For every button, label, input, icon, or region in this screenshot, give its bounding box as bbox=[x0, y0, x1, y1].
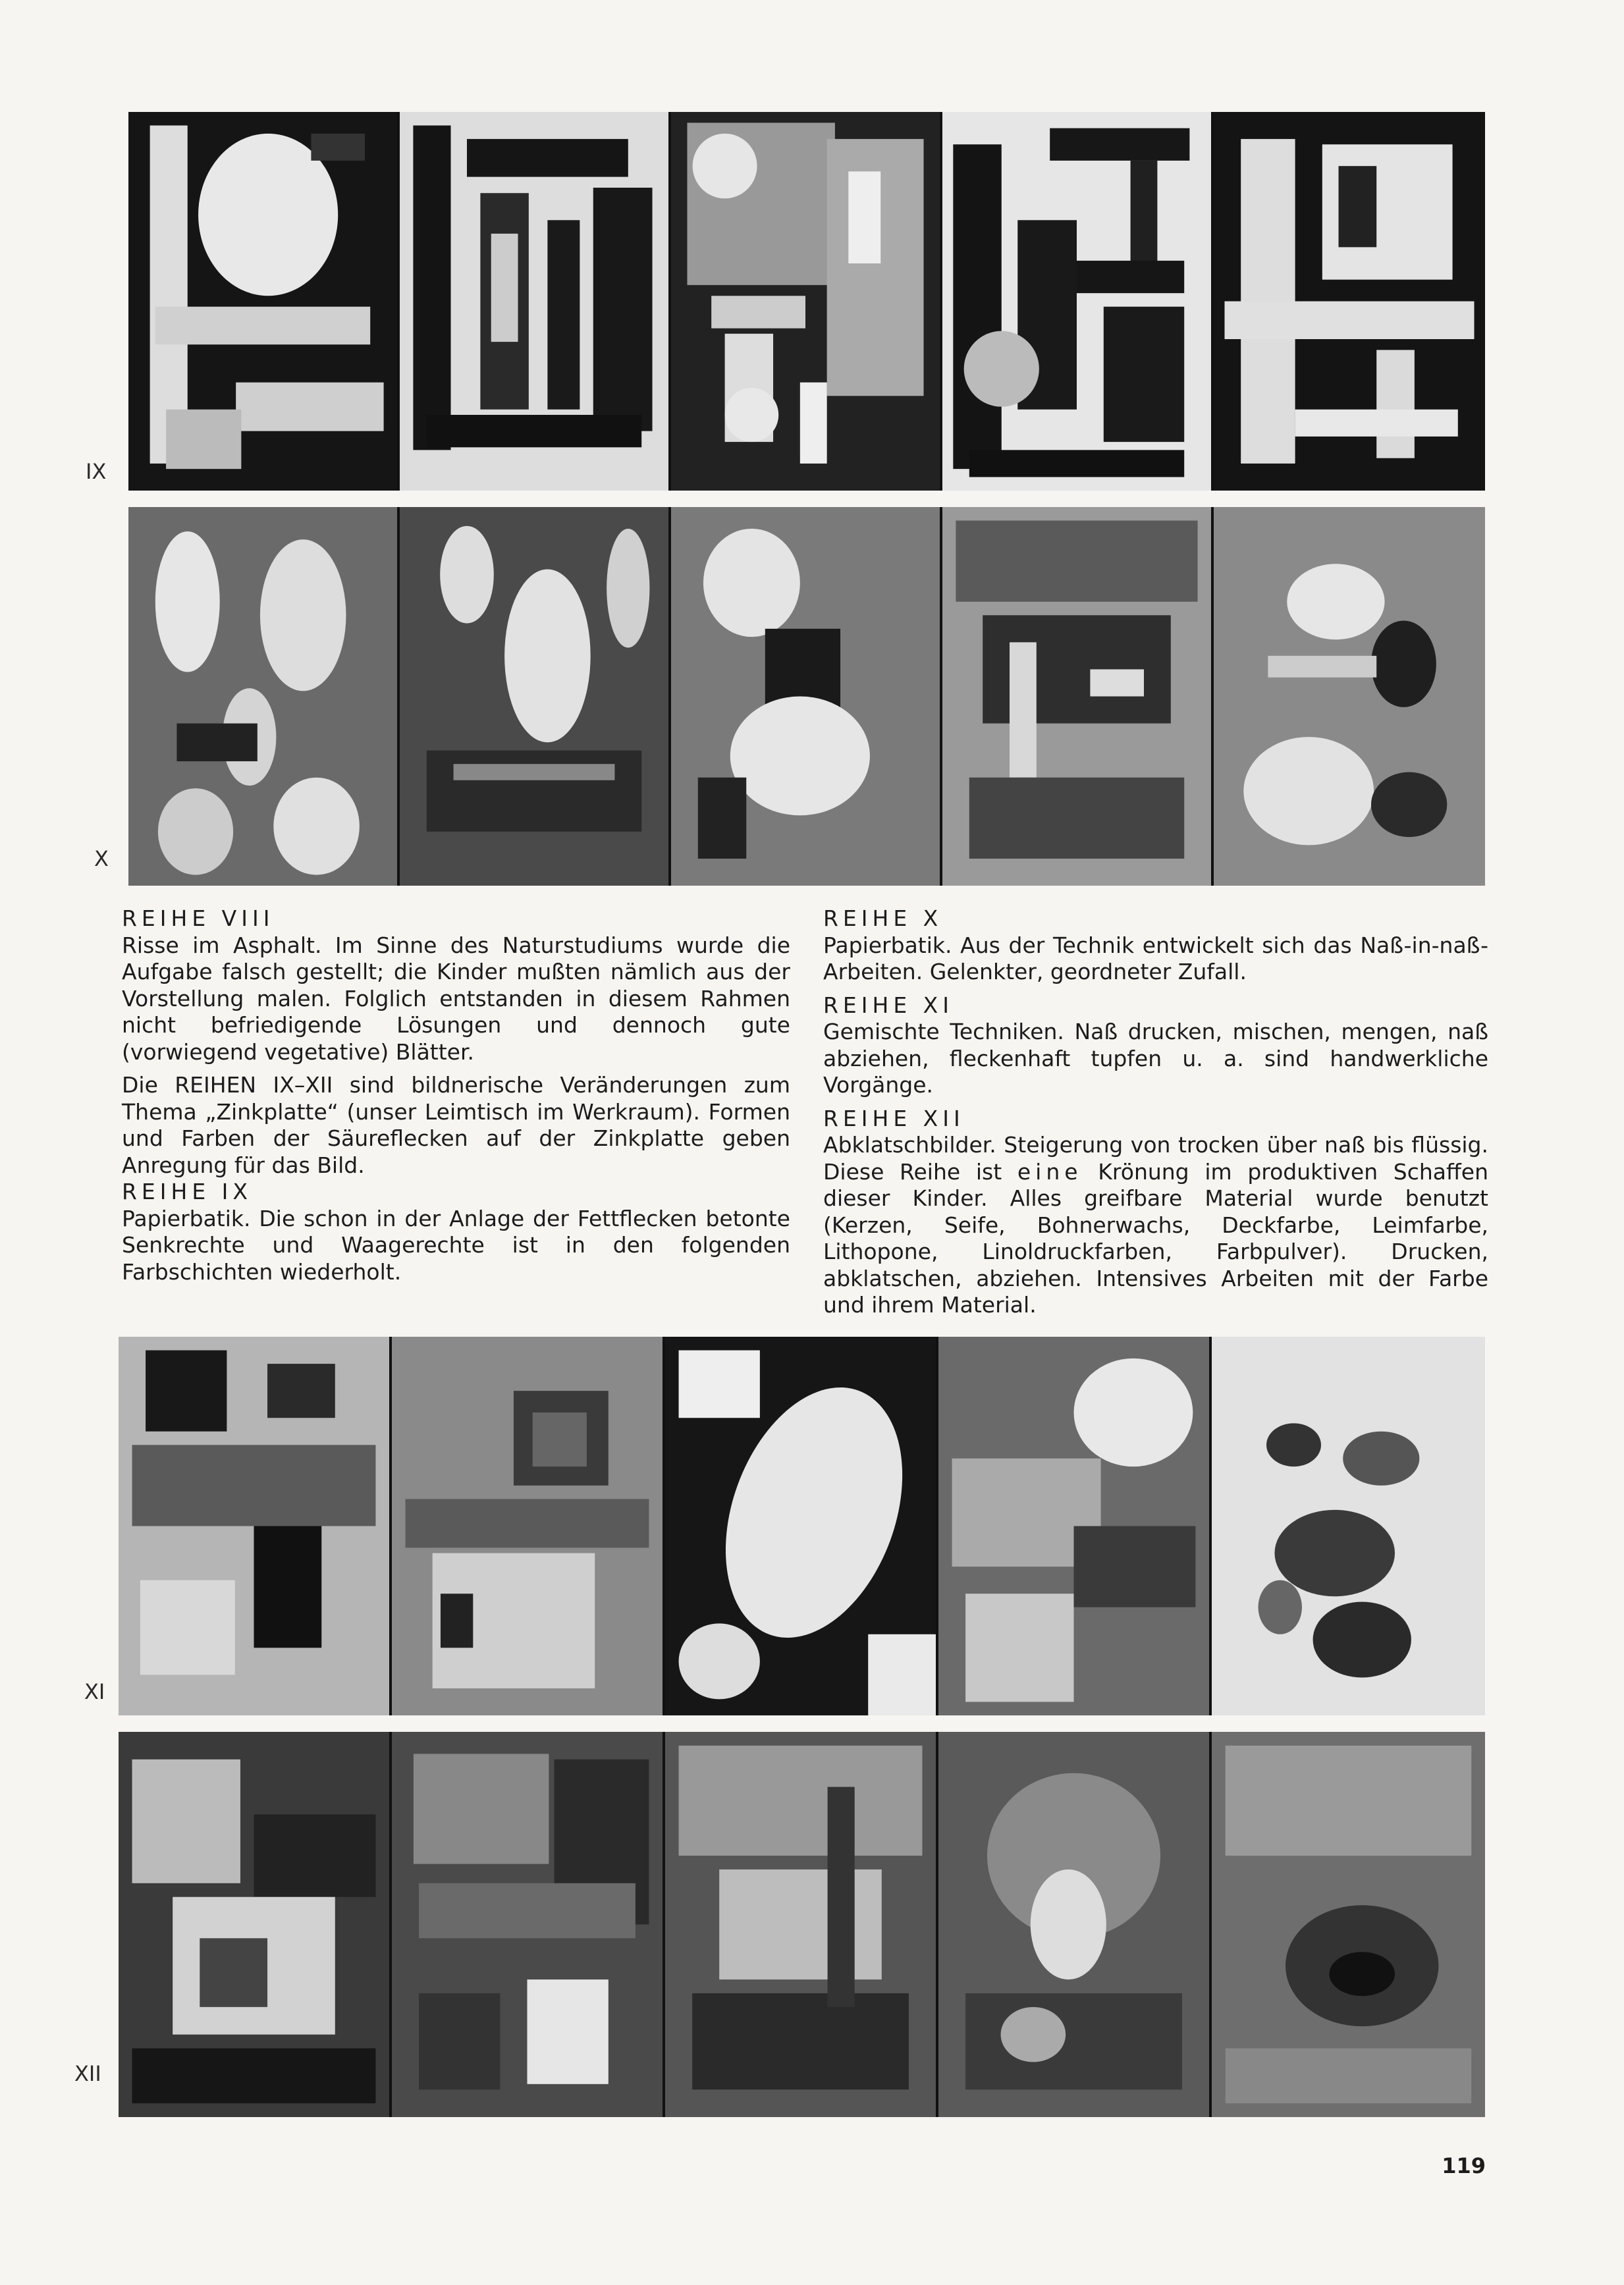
artwork-x-2 bbox=[400, 507, 671, 886]
image-strip-xii bbox=[119, 1732, 1485, 2117]
artwork-x-4 bbox=[942, 507, 1214, 886]
paragraph-reihe-xii-part-b: Krönung im produktiven Schaffen dieser Kinder. Alles greifbare Material wurde benutzt (Kerzen, Seife, Bohnerwachs, Deckfarbe, Leimfarbe, Lithopone, Linoldruckfarben, Farbpulver). Drucken, abklatschen, abziehen. Intensives Arbeiten mit der Farbe und ihrem Material. bbox=[823, 1158, 1488, 1318]
paragraph-reihe-ix: Papierbatik. Die schon in der Anlage der Fettflecken betonte Senkrechte und Waagerechte ist in den folgenden Farbschichten wiederholt. bbox=[122, 1205, 790, 1285]
artwork-ix-2 bbox=[400, 112, 671, 491]
artwork-xii-1 bbox=[119, 1732, 392, 2117]
heading-reihe-x: REIHE X bbox=[823, 905, 943, 931]
artwork-xi-2 bbox=[392, 1337, 665, 1715]
artwork-ix-5 bbox=[1214, 112, 1485, 491]
heading-reihe-viii: REIHE VIII bbox=[122, 905, 275, 931]
artwork-xii-2 bbox=[392, 1732, 665, 2117]
artwork-xi-1 bbox=[119, 1337, 392, 1715]
text-column-right bbox=[823, 905, 1488, 1319]
paragraph-reihe-viii: Risse im Asphalt. Im Sinne des Naturstudiums wurde die Aufgabe falsch gestellt; die Kinder mußten nämlich aus der Vorstellung malen. Folglich entstanden in diesem Rahmen nicht befriedigende Lösungen und dennoch gute (vorwiegend vegetative) Blätter. bbox=[122, 932, 790, 1065]
artwork-xii-5 bbox=[1212, 1732, 1485, 2117]
artwork-ix-3 bbox=[671, 112, 942, 491]
text-column-left bbox=[122, 905, 790, 1285]
artwork-ix-4 bbox=[942, 112, 1214, 491]
paragraph-reihe-xii-part-a: Abklatschbilder. Steigerung von trocken über naß bis flüssig. Diese Reihe ist bbox=[823, 1132, 1488, 1185]
artwork-xi-3 bbox=[665, 1337, 938, 1715]
heading-reihe-xii: REIHE XII bbox=[823, 1105, 965, 1131]
row-label-xii: XII bbox=[74, 2061, 101, 2086]
image-strip-ix bbox=[128, 112, 1485, 491]
artwork-xii-3 bbox=[665, 1732, 938, 2117]
paragraph-reihe-x: Papierbatik. Aus der Technik entwickelt sich das Naß-in-naß-Arbeiten. Gelenkter, geordneter Zufall. bbox=[823, 932, 1488, 984]
row-label-ix: IX bbox=[86, 459, 107, 484]
emphasis-eine: eine bbox=[1017, 1158, 1083, 1185]
page-number: 119 bbox=[1442, 2153, 1486, 2178]
paragraph-reihe-xii bbox=[823, 1132, 1488, 1319]
image-strip-xi bbox=[119, 1337, 1485, 1715]
artwork-x-1 bbox=[128, 507, 400, 886]
row-label-xi: XI bbox=[84, 1679, 105, 1704]
artwork-x-5 bbox=[1214, 507, 1485, 886]
artwork-xi-5 bbox=[1212, 1337, 1485, 1715]
artwork-x-3 bbox=[671, 507, 942, 886]
paragraph-reihe-xi: Gemischte Techniken. Naß drucken, mischen, mengen, naß abziehen, fleckenhaft tupfen u. a. sind handwerkliche Vorgänge. bbox=[823, 1019, 1488, 1098]
heading-reihe-xi: REIHE XI bbox=[823, 992, 954, 1018]
artwork-xii-4 bbox=[938, 1732, 1212, 2117]
heading-reihe-ix: REIHE IX bbox=[122, 1179, 253, 1204]
paragraph-reihen-intro: Die REIHEN IX–XII sind bildnerische Veränderungen zum Thema „Zinkplatte“ (unser Leimtisch im Werkraum). Formen und Farben der Säureflecken auf der Zinkplatte geben Anregung für das Bild. bbox=[122, 1072, 790, 1178]
row-label-x: X bbox=[94, 846, 109, 871]
artwork-ix-1 bbox=[128, 112, 400, 491]
artwork-xi-4 bbox=[938, 1337, 1212, 1715]
image-strip-x bbox=[128, 507, 1485, 886]
